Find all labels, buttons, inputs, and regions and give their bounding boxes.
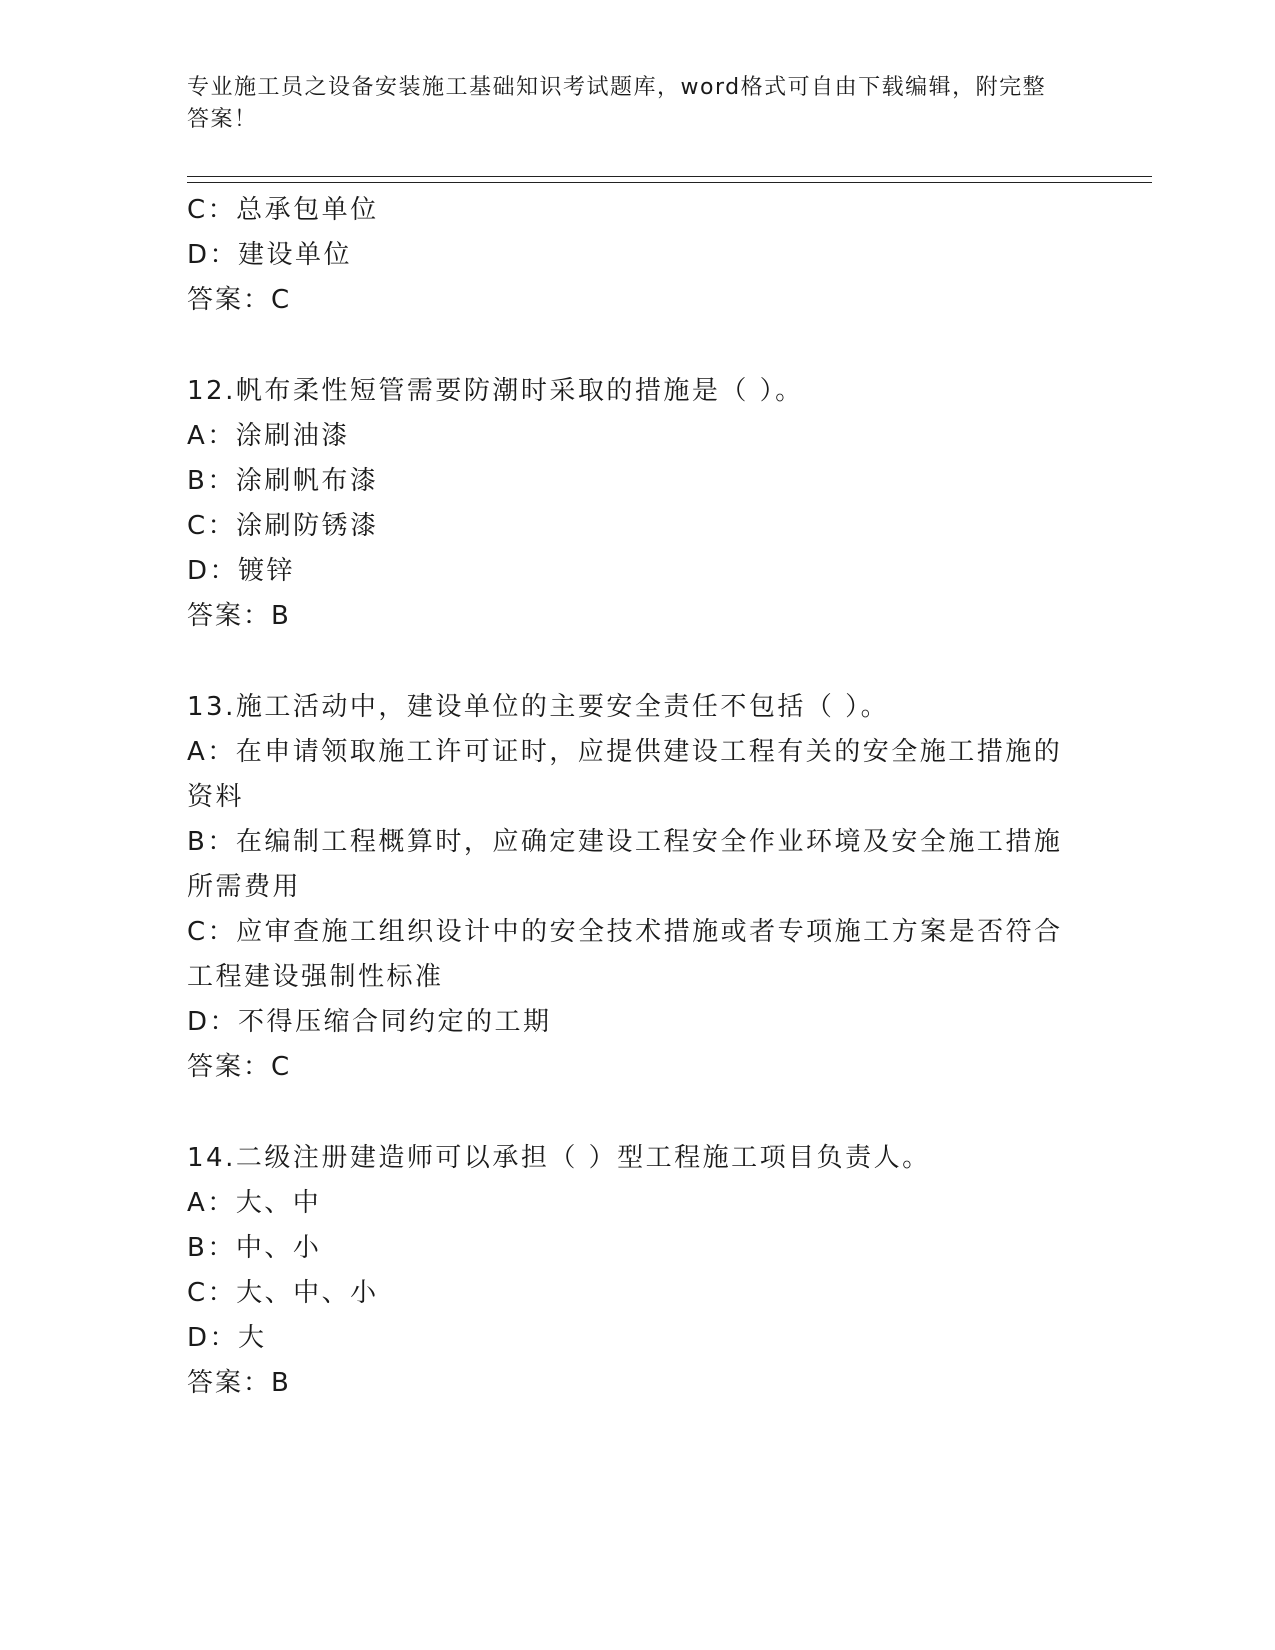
option-b: B：涂刷帆布漆	[187, 466, 379, 496]
spacer	[187, 639, 1087, 685]
page-header: 专业施工员之设备安装施工基础知识考试题库，word格式可自由下载编辑，附完整答案！	[187, 75, 1047, 132]
question-text: 12.帆布柔性短管需要防潮时采取的措施是（ ）。	[187, 376, 804, 406]
option-c: C：大、中、小	[187, 1278, 379, 1308]
question-13	[187, 685, 1087, 1090]
option-c: C：总承包单位	[187, 195, 379, 225]
spacer	[187, 1090, 1087, 1136]
option-b: B：在编制工程概算时，应确定建设工程安全作业环境及安全施工措施所需费用	[187, 827, 1063, 902]
question-text: 14.二级注册建造师可以承担（ ）型工程施工项目负责人。	[187, 1143, 931, 1173]
spacer	[187, 323, 1087, 369]
option-d: D：大	[187, 1323, 267, 1353]
question-text: 13.施工活动中，建设单位的主要安全责任不包括（ ）。	[187, 692, 890, 722]
option-a: A：大、中	[187, 1188, 322, 1218]
option-d: D：建设单位	[187, 240, 353, 270]
question-14	[187, 1136, 1087, 1406]
option-d: D：镀锌	[187, 556, 296, 586]
answer: 答案：B	[187, 1368, 291, 1398]
question-12	[187, 369, 1087, 639]
option-b: B：中、小	[187, 1233, 322, 1263]
answer: 答案：C	[187, 1052, 292, 1082]
answer: 答案：B	[187, 601, 291, 631]
header-divider-top	[187, 176, 1152, 177]
option-a: A：涂刷油漆	[187, 421, 350, 451]
option-a: A：在申请领取施工许可证时，应提供建设工程有关的安全施工措施的资料	[187, 737, 1063, 812]
option-d: D：不得压缩合同约定的工期	[187, 1007, 552, 1037]
answer: 答案：C	[187, 285, 292, 315]
option-c: C：涂刷防锈漆	[187, 511, 379, 541]
option-c: C：应审查施工组织设计中的安全技术措施或者专项施工方案是否符合工程建设强制性标准	[187, 917, 1063, 992]
question-list	[187, 188, 1087, 1406]
header-divider-bottom	[187, 182, 1152, 183]
question-11-continuation	[187, 188, 1087, 323]
